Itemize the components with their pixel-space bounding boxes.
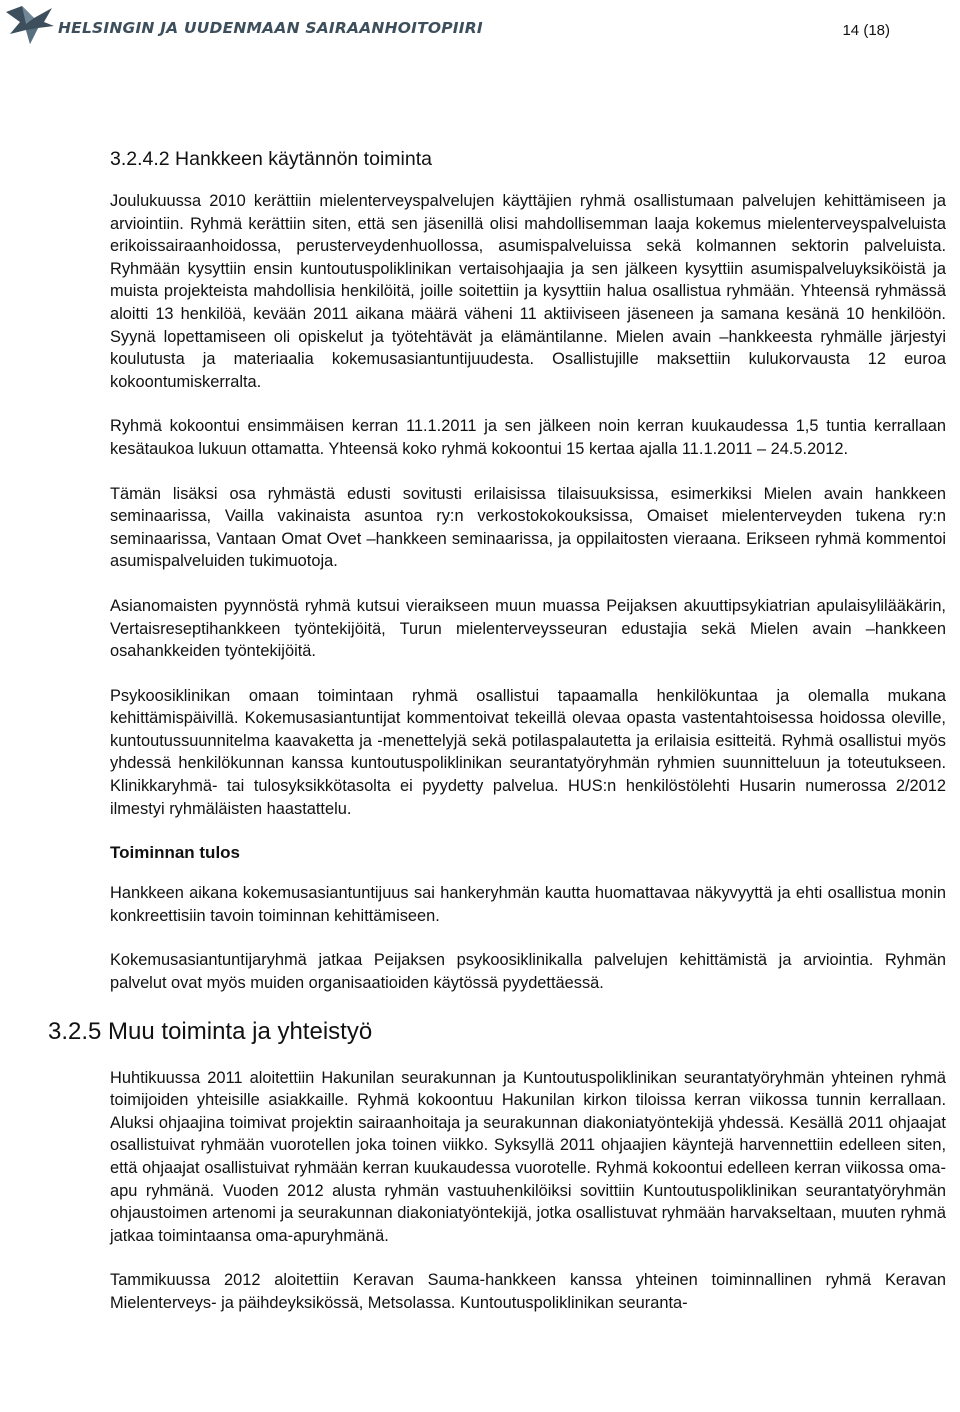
paragraph: Hankkeen aikana kokemusasiantuntijuus sai hankeryhmän kautta huomattavaa näkyvyyttä ja ehti osallistua monin konkreettisiin tavoin toiminnan kehittämiseen.: [110, 884, 946, 925]
paragraph: Tämän lisäksi osa ryhmästä edusti sovitusti erilaisissa tilaisuuksissa, esimerkiksi Mielen avain hankkeen seminaarissa, Vailla vakinaista asuntoa ry:n verkostokokouksissa, Omaiset mielenterveyden tukena ry:n seminaarissa, Vantaan Omat Ovet –hankkeen seminaarissa, ja oppilaitosten vieraana. Erikseen ryhmä kommentoi asumispalveluiden tukimuotoja.: [110, 484, 946, 571]
section-heading-3-2-5: 3.2.5 Muu toiminta ja yhteistyö: [48, 1017, 373, 1045]
results-heading: Toiminnan tulos: [110, 843, 241, 863]
paragraph: Tammikuussa 2012 aloitettiin Keravan Sauma-hankkeen kanssa yhteinen toiminnallinen ryhmä Keravan Mielenterveys- ja päihdeyksikössä, Metsolassa. Kuntoutuspoliklinikan seuranta-: [110, 1271, 946, 1312]
paragraph: Asianomaisten pyynnöstä ryhmä kutsui vieraikseen muun muassa Peijaksen akuuttipsykiatrian apulaisylilääkärin, Vertaisreseptihankkeen työntekijöitä, Turun mielenterveysseuran edustajia sekä Mielen avain –hankkeen osahankkeiden työntekijöitä.: [110, 596, 946, 661]
paragraph: Joulukuussa 2010 kerättiin mielenterveyspalvelujen käyttäjien ryhmä osallistumaan palvelujen kehittämiseen ja arviointiin. Ryhmä kerättiin siten, että sen jäsenillä olisi mahdollisemman laaja kokemus mielenterveyspalveluista erikoissairaanhoidossa, perusterveydenhuollossa, asumispalveluissa sekä kolmannen sektorin palveluista. Ryhmään kysyttiin ensin kuntoutuspoliklinikan vertaisohjaajia ja sen jälkeen kysyttiin asumispalveluyksiköistä ja muista projekteista mahdollisia henkilöitä, joille soitettiin ja kysyttiin halua osallistua ryhmään. Yhteensä ryhmässä aloitti 13 henkilöä, kevään 2011 aikana määrä väheni 11 aktiiviseen jäseneen ja samana kesänä 10 henkilöön. Syynä lopettamiseen oli opiskelut ja työtehtävät ja elämäntilanne. Mielen avain –hankkeesta ryhmälle järjestyi koulutusta ja materiaalia kokemusasiantuntijuudesta. Osallistujille maksettiin kulukorvausta 12 euroa kokoontumiskerralta.: [110, 192, 946, 391]
hus-bird-logo-icon: [4, 4, 56, 48]
organization-name: HELSINGIN JA UUDENMAAN SAIRAANHOITOPIIRI: [58, 19, 483, 37]
paragraph: Ryhmä kokoontui ensimmäisen kerran 11.1.2011 ja sen jälkeen noin kerran kuukaudessa 1,5 tuntia kerrallaan kesätaukoa lukuun ottamatta. Yhteensä koko ryhmä kokoontui 15 kertaa ajalla 11.1.2011 – 24.5.2012.: [110, 417, 946, 458]
section-heading-3-2-4-2: 3.2.4.2 Hankkeen käytännön toiminta: [110, 148, 432, 170]
document-body: [48, 146, 946, 1337]
paragraph: Psykoosiklinikan omaan toimintaan ryhmä osallistui tapaamalla henkilökuntaa ja olemalla mukana kehittämispäivillä. Kokemusasiantuntijat kommentoivat tekeillä olevaa opasta vastentahtoisessa hoidossa oleville, kuntoutussuunnitelma kaavaketta ja -menettelyjä sekä potilaspalautetta ja erilaisia esitteitä. Ryhmä osallistui myös yhdessä henkilökunnan kanssa kuntoutuspoliklinikan seurantatyöryhmän ryhmien suunnitteluun ja toteutukseen. Klinikkaryhmä- tai tulosyksikkötasolta ei pyydetty palvelua. HUS:n henkilöstölehti Husarin numerossa 2/2012 ilmestyi ryhmäläisten haastattelu.: [110, 686, 946, 818]
paragraph: Huhtikuussa 2011 aloitettiin Hakunilan seurakunnan ja Kuntoutuspoliklinikan seurantatyöryhmän yhteinen ryhmä toimijoiden yhteisille asiakkaille. Ryhmä kokoontuu Hakunilan kirkon tiloissa kerran viikossa tunnin kerrallaan. Aluksi ohjaajina toimivat projektin sairaanhoitaja ja seurakunnan diakoniatyöntekijä yhdessä. Kesällä 2011 ohjaajat osallistuivat ryhmään vuorotellen joka toinen viikko. Syksyllä 2011 ohjaajien käyntejä harvennettiin edelleen siten, että ohjaajat osallistuivat ryhmään kerran kuukaudessa vuorotelle. Ryhmä kokoontui edelleen kerran viikossa oma-apu ryhmänä. Vuoden 2012 alusta ryhmän vastuuhenkilöiksi sovittiin Kuntoutuspoliklinikan seurantatyöryhmän ohjaustoimen artenomi ja seurakunnan diakoniatyöntekijä, jotka osallistuvat ryhmään harvakseltaan, muuten ryhmä jatkaa toimintaansa oma-apuryhmänä.: [110, 1068, 946, 1245]
page-number: 14 (18): [842, 22, 890, 39]
page-header: [4, 4, 483, 48]
paragraph: Kokemusasiantuntijaryhmä jatkaa Peijaksen psykoosiklinikalla palvelujen kehittämistä ja arviointia. Ryhmän palvelut ovat myös muiden organisaatioiden käytössä pyydettäessä.: [110, 951, 946, 993]
